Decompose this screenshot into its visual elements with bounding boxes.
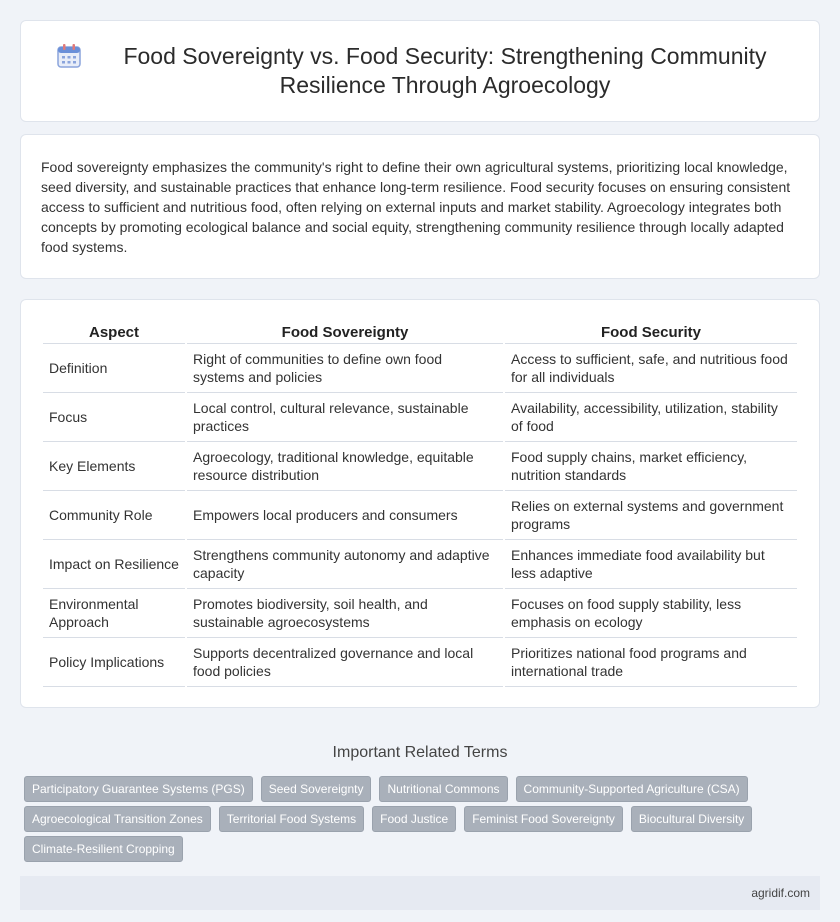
table-header-row (43, 324, 797, 344)
intro-text: Food sovereignty emphasizes the community's right to define their own agricultural systems, prioritizing local knowledge, seed diversity, and sustainable practices that enhance long-term resilience. Food security focuses on ensuring consistent access to sufficient and nutritious food, often relying on external inputs and market stability. Agroecology integrates both concepts by promoting ecological balance and social equity, strengthening community resilience through locally adapted food systems. (41, 159, 791, 255)
cell-security: Enhances immediate food availability but less adaptive (505, 540, 797, 589)
cell-aspect: Focus (43, 393, 185, 442)
cell-security: Availability, accessibility, utilization, stability of food (505, 393, 797, 442)
related-terms-title: Important Related Terms (332, 744, 508, 761)
tag-food-justice[interactable]: Food Justice (372, 806, 456, 832)
tag-nutritional-commons[interactable]: Nutritional Commons (379, 776, 507, 802)
cell-security: Relies on external systems and government programs (505, 491, 797, 540)
tag-climate-resilient-cropping[interactable]: Climate-Resilient Cropping (24, 836, 183, 862)
cell-sovereignty: Empowers local producers and consumers (187, 491, 503, 540)
cell-security: Prioritizes national food programs and international trade (505, 638, 797, 687)
cell-sovereignty: Right of communities to define own food systems and policies (187, 344, 503, 393)
cell-sovereignty: Strengthens community autonomy and adaptive capacity (187, 540, 503, 589)
cell-aspect: Policy Implications (43, 638, 185, 687)
table-row (43, 491, 797, 540)
table-row (43, 393, 797, 442)
header-card (20, 20, 820, 122)
header-inner (55, 42, 785, 100)
table-row (43, 638, 797, 687)
table-row (43, 344, 797, 393)
cell-aspect: Impact on Resilience (43, 540, 185, 589)
header-food-sovereignty: Food Sovereignty (187, 324, 503, 344)
cell-security: Access to sufficient, safe, and nutritious food for all individuals (505, 344, 797, 393)
tag-seed-sovereignty[interactable]: Seed Sovereignty (261, 776, 372, 802)
cell-aspect: Definition (43, 344, 185, 393)
table-row (43, 589, 797, 638)
page-title: Food Sovereignty vs. Food Security: Strengthening Community Resilience Through Agroecology (123, 43, 767, 98)
footer (20, 876, 820, 910)
tag-feminist-food-sovereignty[interactable]: Feminist Food Sovereignty (464, 806, 623, 832)
cell-sovereignty: Agroecology, traditional knowledge, equitable resource distribution (187, 442, 503, 491)
cell-aspect: Key Elements (43, 442, 185, 491)
cell-sovereignty: Supports decentralized governance and local food policies (187, 638, 503, 687)
table-row (43, 540, 797, 589)
comparison-table (41, 324, 799, 687)
tag-biocultural-diversity[interactable]: Biocultural Diversity (631, 806, 752, 832)
tag-pgs[interactable]: Participatory Guarantee Systems (PGS) (24, 776, 253, 802)
comparison-table-card (20, 299, 820, 708)
cell-sovereignty: Local control, cultural relevance, sustainable practices (187, 393, 503, 442)
cell-sovereignty: Promotes biodiversity, soil health, and sustainable agroecosystems (187, 589, 503, 638)
cell-security: Focuses on food supply stability, less emphasis on ecology (505, 589, 797, 638)
header-food-security: Food Security (505, 324, 797, 344)
cell-aspect: Environmental Approach (43, 589, 185, 638)
tag-csa[interactable]: Community-Supported Agriculture (CSA) (516, 776, 748, 802)
cell-aspect: Community Role (43, 491, 185, 540)
header-aspect: Aspect (43, 324, 185, 344)
tag-territorial-food-systems[interactable]: Territorial Food Systems (219, 806, 364, 832)
intro-card (20, 134, 820, 279)
cell-security: Food supply chains, market efficiency, nutrition standards (505, 442, 797, 491)
footer-site[interactable]: agridif.com (751, 886, 810, 900)
related-terms-tags (20, 762, 820, 862)
related-terms-section (20, 744, 820, 862)
tag-agroecological-transition-zones[interactable]: Agroecological Transition Zones (24, 806, 211, 832)
table-row (43, 442, 797, 491)
calendar-icon (55, 42, 83, 70)
